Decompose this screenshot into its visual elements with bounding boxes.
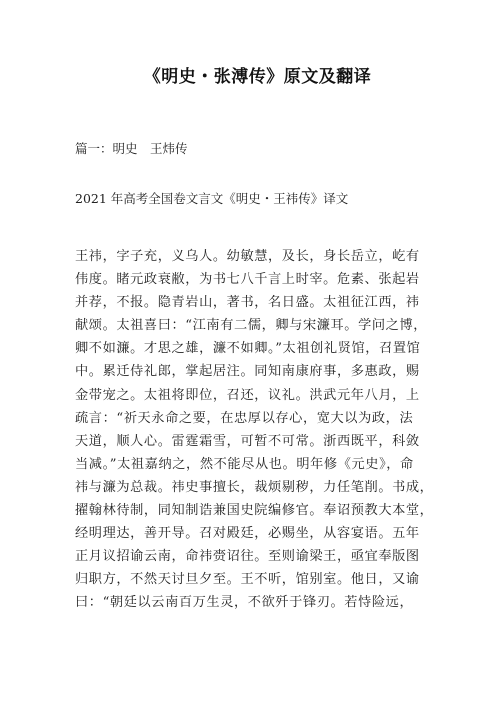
- body-line: 中。累迁侍礼郎，掌起居注。同知南康府事，多惠政，赐: [75, 364, 420, 380]
- body-line: 擢翰林待制，同知制诰兼国史院编修官。奉诏预教大本堂，: [75, 503, 434, 519]
- body-line: 天道，顺人心。雷霆霜雪，可暂不可常。浙西既平，科敛: [75, 433, 420, 449]
- article-heading: 2021 年高考全国卷文言文《明史・王祎传》译文: [75, 191, 349, 206]
- body-line: 经明理达，善开导。召对殿廷，必赐坐，从容宴语。五年: [75, 526, 420, 542]
- body-line: 祎与濂为总裁。祎史事擅长，裁烦剔秽，力任笔削。书成，: [75, 479, 434, 495]
- body-line: 归职方，不然天讨旦夕至。王不听，馆别室。他日，又谕: [75, 572, 420, 588]
- body-line: 金带宠之。太祖将即位，召还，议礼。洪武元年八月，上: [75, 387, 420, 403]
- body-line: 当减。”太祖嘉纳之，然不能尽从也。明年修《元史》，命: [75, 456, 414, 472]
- body-line: 正月议招谕云南，命祎赍诏往。至则谕梁王，亟宜奉版图: [75, 549, 420, 565]
- body-line: 疏言：“祈天永命之要，在忠厚以存心，宽大以为政，法: [75, 410, 414, 426]
- body-line: 伟度。睹元政衰敝，为书七八千言上时宰。危素、张起岩: [75, 272, 420, 288]
- body-line: 曰：“朝廷以云南百万生灵，不欲歼于锋刃。若恃险远，: [75, 595, 414, 611]
- document-title: 《明史・张溥传》原文及翻译: [143, 67, 372, 87]
- body-line: 王祎，字子充，义乌人。幼敏慧，及长，身长岳立，屹有: [75, 249, 420, 264]
- body-text: [75, 245, 440, 615]
- body-line: 献颂。太祖喜曰：“江南有二儒，卿与宋濂耳。学问之博，: [75, 318, 428, 334]
- section-heading: 篇一：明史 王炜传: [75, 141, 188, 156]
- body-line: 并荐，不报。隐青岩山，著书，名日盛。太祖征江西，祎: [75, 295, 420, 311]
- body-line: 卿不如濂。才思之雄，濂不如卿。”太祖创礼贤馆，召置馆: [75, 341, 421, 357]
